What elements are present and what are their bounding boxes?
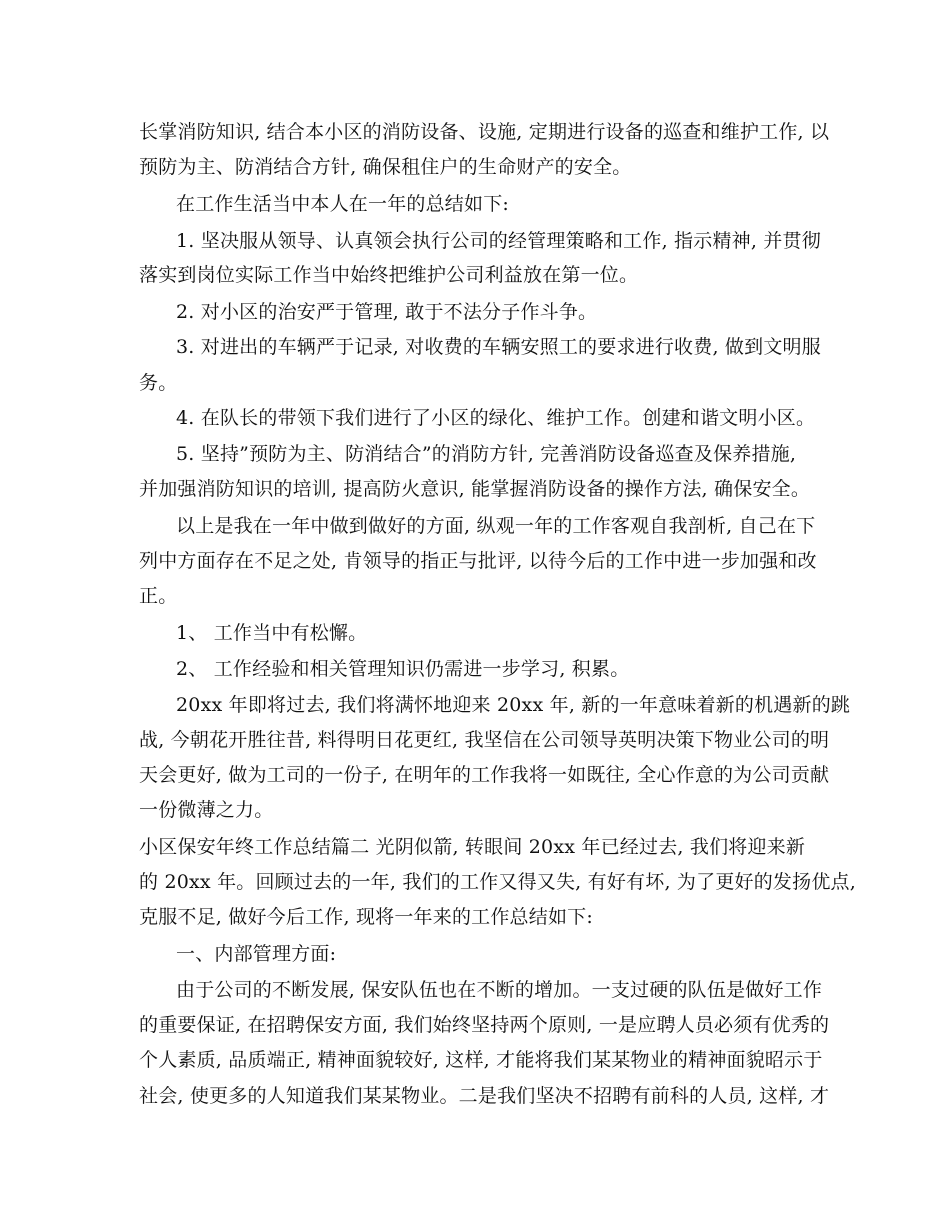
text-line: 4. 在队长的带领下我们进行了小区的绿化、维护工作。创建和谐文明小区。 bbox=[176, 407, 816, 429]
text-line: 3. 对进出的车辆严于记录, 对收费的车辆安照工的要求进行收费, 做到文明服 bbox=[176, 336, 821, 358]
text-line: 正。 bbox=[139, 585, 178, 607]
text-line: 在工作生活当中本人在一年的总结如下: bbox=[176, 193, 510, 215]
text-line: 5. 坚持”预防为主、防消结合”的消防方针, 完善消防设备巡查及保养措施, bbox=[176, 443, 797, 465]
text-line: 落实到岗位实际工作当中始终把维护公司利益放在第一位。 bbox=[139, 264, 639, 286]
text-line: 个人素质, 品质端正, 精神面貌较好, 这样, 才能将我们某某物业的精神面貌昭示于 bbox=[139, 1049, 823, 1071]
text-line: 2、 工作经验和相关管理知识仍需进一步学习, 积累。 bbox=[176, 658, 630, 680]
text-line: 1、 工作当中有松懈。 bbox=[176, 622, 368, 644]
text-line: 1. 坚决服从领导、认真领会执行公司的经管理策略和工作, 指示精神, 并贯彻 bbox=[176, 230, 821, 252]
text-line: 列中方面存在不足之处, 肯领导的指正与批评, 以待今后的工作中进一步加强和改 bbox=[139, 550, 817, 572]
section-heading-line: 小区保安年终工作总结篇二 光阴似箭, 转眼间 20xx 年已经过去, 我们将迎来新 bbox=[139, 836, 806, 858]
text-line: 以上是我在一年中做到做好的方面, 纵观一年的工作客观自我剖析, 自己在下 bbox=[176, 515, 816, 537]
text-line: 克服不足, 做好今后工作, 现将一年来的工作总结如下: bbox=[139, 906, 593, 928]
text-line: 天会更好, 做为工司的一份子, 在明年的工作我将一如既往, 全心作意的为公司贡献 bbox=[139, 764, 830, 786]
text-line: 长掌消防知识, 结合本小区的消防设备、设施, 定期进行设备的巡查和维护工作, 以 bbox=[139, 121, 830, 143]
text-line: 预防为主、防消结合方针, 确保租住户的生命财产的安全。 bbox=[139, 156, 632, 178]
subheading-line: 一、内部管理方面: bbox=[176, 943, 337, 965]
text-line: 由于公司的不断发展, 保安队伍也在不断的增加。一支过硬的队伍是做好工作 bbox=[176, 979, 823, 1001]
text-line: 并加强消防知识的培训, 提高防火意识, 能掌握消防设备的操作方法, 确保安全。 bbox=[139, 478, 811, 500]
text-line: 的 20xx 年。回顾过去的一年, 我们的工作又得又失, 有好有坏, 为了更好的发扬优点, bbox=[139, 871, 856, 893]
text-line: 一份微薄之力。 bbox=[139, 799, 274, 821]
text-line: 的重要保证, 在招聘保安方面, 我们始终坚持两个原则, 一是应聘人员必须有优秀的 bbox=[139, 1014, 830, 1036]
text-line: 务。 bbox=[139, 372, 178, 394]
text-line: 战, 今朝花开胜往昔, 料得明日花更红, 我坚信在公司领导英明决策下物业公司的明 bbox=[139, 729, 830, 751]
text-line: 社会, 使更多的人知道我们某某物业。二是我们坚决不招聘有前科的人员, 这样, 才 bbox=[139, 1085, 830, 1107]
text-line: 2. 对小区的治安严于管理, 敢于不法分子作斗争。 bbox=[176, 301, 598, 323]
text-line: 20xx 年即将过去, 我们将满怀地迎来 20xx 年, 新的一年意味着新的机遇新的跳 bbox=[176, 694, 851, 716]
